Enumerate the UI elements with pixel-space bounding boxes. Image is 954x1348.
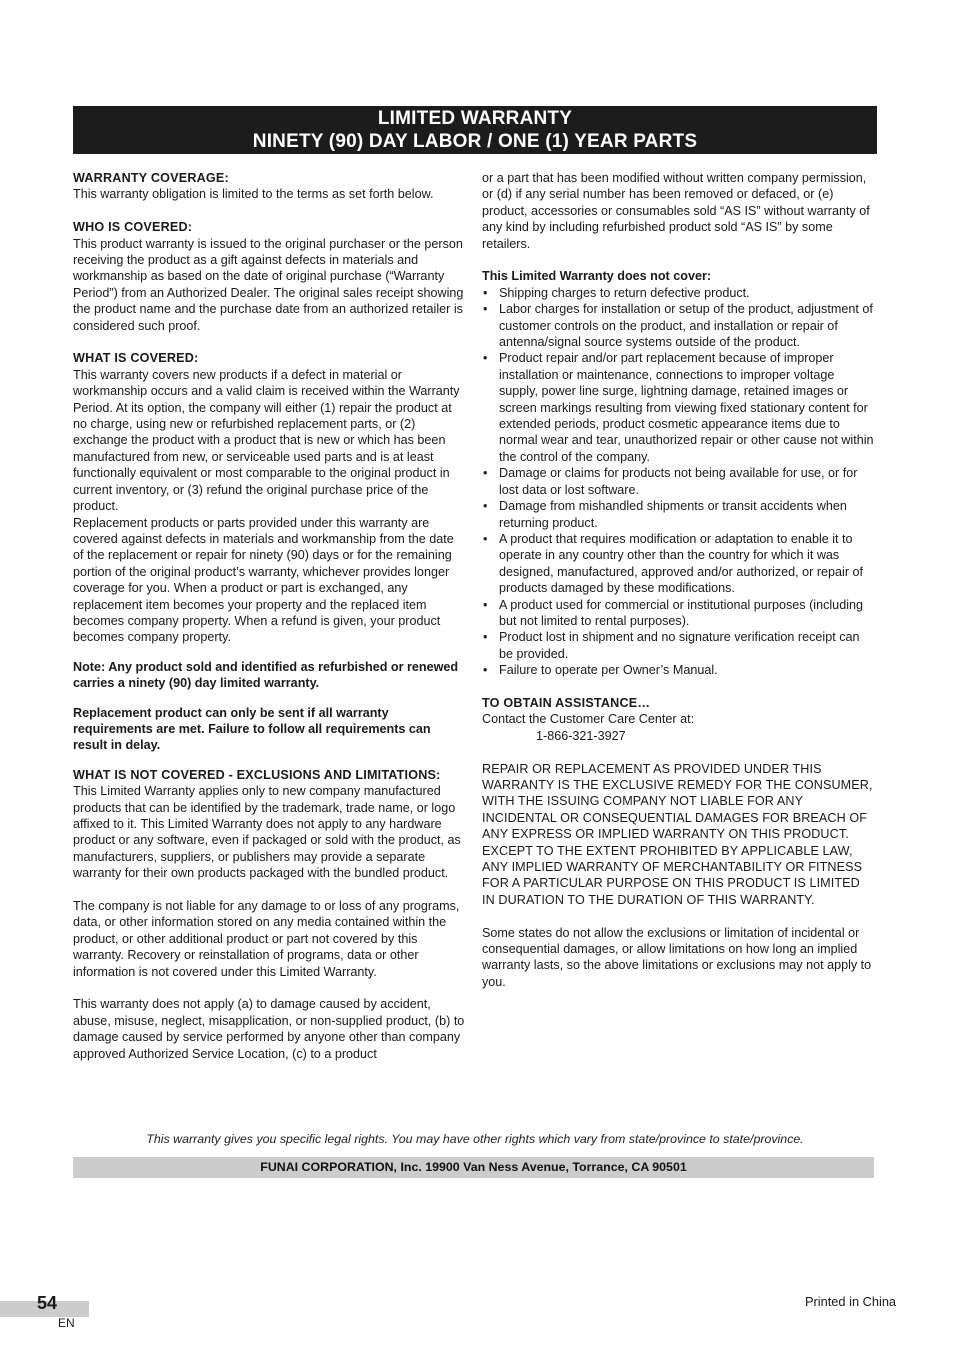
exclusion-item: • Shipping charges to return defective product. xyxy=(482,285,876,301)
not-covered-text-1: This Limited Warranty applies only to new company manufactured products that can be identified by the trademark, trade name, or logo affixed to it. This Limited Warranty does not apply to any hardware product or any software, even if packaged or sold with the product, as manufacturers, suppliers, or publishers may provide a separate warranty for their own products packaged with the bundled product. xyxy=(73,784,461,881)
continuation-text: or a part that has been modified without written company permission, or (d) if any serial number has been removed or defaced, or (e) product, accessories or consumables sold “AS IS” without warranty of any kind by including refurbished product sold “AS IS” by some retailers. xyxy=(482,171,870,251)
assistance-heading: TO OBTAIN ASSISTANCE… xyxy=(482,695,651,710)
title-line-2: NINETY (90) DAY LABOR / ONE (1) YEAR PARTS xyxy=(252,131,698,152)
left-column xyxy=(73,170,465,1062)
not-covered-heading: WHAT IS NOT COVERED - EXCLUSIONS AND LIMITATIONS: xyxy=(73,767,441,782)
customer-care-phone: 1-866-321-3927 xyxy=(536,728,626,743)
not-covered-text-3: This warranty does not apply (a) to damage caused by accident, abuse, misuse, neglect, misapplication, or non-supplied product, (b) to damage caused by service performed by anyone other than company approved Authorized Service Location, (c) to a product xyxy=(73,997,465,1061)
states-text: Some states do not allow the exclusions or limitation of incidental or consequential damages, or allow limitations on how long an implied warranty lasts, so the above limitations or exclusions may not apply to you. xyxy=(482,925,872,989)
who-covered-text: This product warranty is issued to the original purchaser or the person receiving the product as a gift against defects in materials and workmanship as based on the date of original purchase (“Warranty Period”) from an Authorized Dealer. The original sales receipt showing the product name and the purchase date from an authorized retailer is considered such proof. xyxy=(73,236,464,333)
company-address-bar: FUNAI CORPORATION, Inc. 19900 Van Ness Avenue, Torrance, CA 90501 xyxy=(73,1157,874,1178)
assistance-text: Contact the Customer Care Center at: xyxy=(482,712,695,727)
coverage-heading: WARRANTY COVERAGE: xyxy=(73,171,229,185)
page-number: 54 xyxy=(37,1293,58,1313)
replacement-note: Replacement product can only be sent if all warranty requirements are met. Failure to follow all requirements can result in delay. xyxy=(73,705,431,753)
warranty-title-bar xyxy=(73,106,877,154)
exclusions-list xyxy=(482,285,876,679)
who-covered-heading: WHO IS COVERED: xyxy=(73,220,193,235)
exclusion-item: • A product used for commercial or institutional purposes (including but not limited to rental purposes). xyxy=(482,597,876,630)
right-column xyxy=(482,170,876,990)
does-not-cover-heading: This Limited Warranty does not cover: xyxy=(482,269,712,284)
exclusion-item: • A product that requires modification or adaptation to enable it to operate in any country other than the country for which it was designed, manufactured, approved and/or authorized, or repair of products damaged by these modifications. xyxy=(482,531,876,597)
coverage-text: This warranty obligation is limited to the terms as set forth below. xyxy=(73,187,434,202)
exclusion-item: • Damage or claims for products not being available for use, or for lost data or lost software. xyxy=(482,465,876,498)
legal-rights-note: This warranty gives you specific legal rights. You may have other rights which vary from state/province to state/province. xyxy=(146,1132,804,1146)
what-covered-heading: WHAT IS COVERED: xyxy=(73,351,199,366)
printed-in-label: Printed in China xyxy=(805,1294,897,1309)
exclusion-item: • Product repair and/or part replacement because of improper installation or maintenance, connections to improper voltage supply, power line surge, lightning damage, retained images or screen markings resulting from viewing fixed stationary content for extended periods, product cosmetic appearance items due to normal wear and tear, unauthorized repair or other cause not within the control of the company. xyxy=(482,350,876,465)
what-covered-text-2: Replacement products or parts provided under this warranty are covered against defects in materials and workmanship from the date of the replacement or repair for ninety (90) days or for the remaining portion of the original product’s warranty, whichever provides longer coverage for you. When a product or part is exchanged, any replacement item becomes your property and the replaced item becomes company property. When a refund is given, your product becomes company property. xyxy=(73,515,454,645)
exclusion-item: • Labor charges for installation or setup of the product, adjustment of customer controls on the product, and installation or repair of antenna/signal source systems outside of the product. xyxy=(482,301,876,350)
refurbished-note: Note: Any product sold and identified as refurbished or renewed carries a ninety (90) day limited warranty. xyxy=(73,659,459,691)
what-covered-text-1: This warranty covers new products if a defect in material or workmanship occurs and a valid claim is received within the Warranty Period. At its option, the company will either (1) repair the product at no charge, using new or refurbished replacement parts, or (2) exchange the product with a product that is new or which has been manufactured from new, or serviceable used parts and is at least functionally equivalent or most comparable to the original product in current inventory, or (3) refund the original purchase price of the product. xyxy=(73,367,460,514)
exclusion-item: • Damage from mishandled shipments or transit accidents when returning product. xyxy=(482,498,876,531)
title-line-1: LIMITED WARRANTY xyxy=(377,108,573,129)
remedy-text: REPAIR OR REPLACEMENT AS PROVIDED UNDER THIS WARRANTY IS THE EXCLUSIVE REMEDY FOR THE CONSUMER, WITH THE ISSUING COMPANY NOT LIABLE FOR ANY INCIDENTAL OR CONSEQUENTIAL DAMAGES FOR BREACH OF ANY EXPRESS OR IMPLIED WARRANTY ON THIS PRODUCT. EXCEPT TO THE EXTENT PROHIBITED BY APPLICABLE LAW, ANY IMPLIED WARRANTY OF MERCHANTABILITY OR FITNESS FOR A PARTICULAR PURPOSE ON THIS PRODUCT IS LIMITED IN DURATION TO THE DURATION OF THIS WARRANTY. xyxy=(482,761,873,907)
exclusion-item: • Product lost in shipment and no signature verification receipt can be provided. xyxy=(482,629,876,662)
language-label: EN xyxy=(58,1316,75,1330)
not-covered-text-2: The company is not liable for any damage to or loss of any programs, data, or other information stored on any media contained within the product, or other additional product or part not covered by this warranty. Recovery or reinstallation of programs, data or other information is not covered under this Limited Warranty. xyxy=(73,899,460,979)
exclusion-item: • Failure to operate per Owner’s Manual. xyxy=(482,662,876,678)
